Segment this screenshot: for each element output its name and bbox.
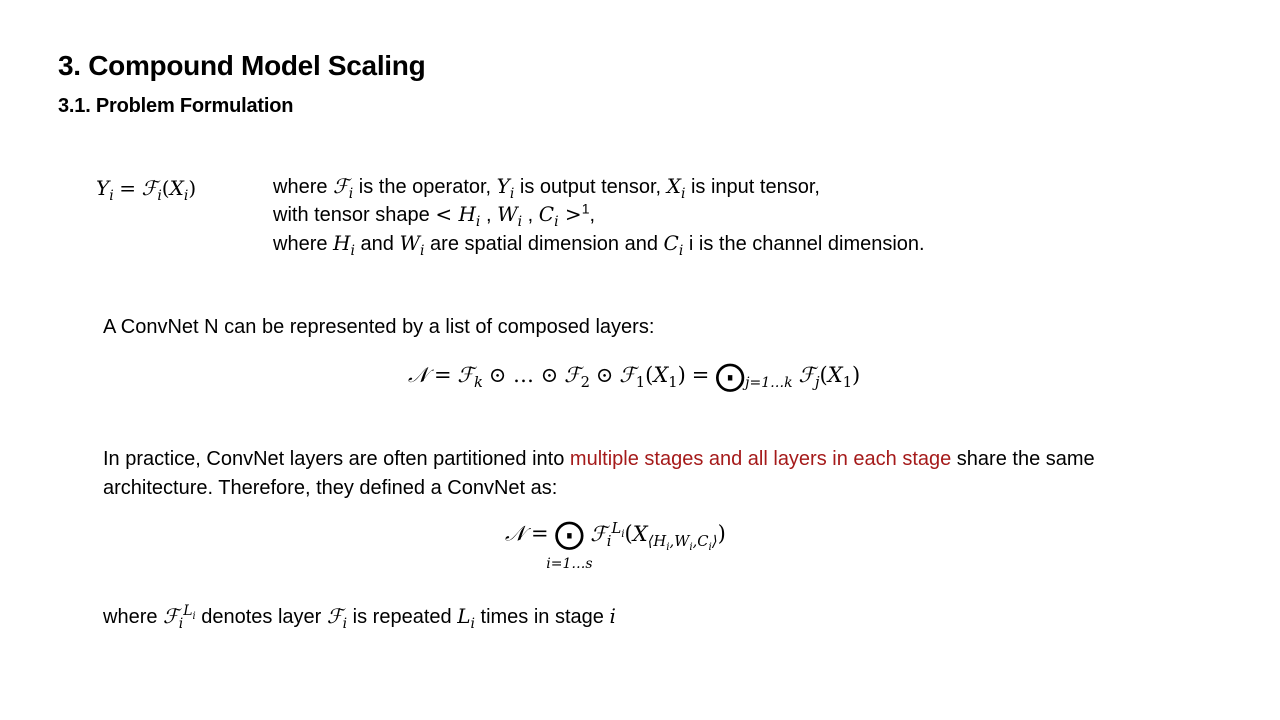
section-subtitle: 3.1. Problem Formulation [58,95,294,117]
paragraph-repeated-layers: where ℱ$_i^{L_i}$ denotes layer ℱ$_i$ is repeated $L_i$ times in stage i [103,603,616,632]
highlighted-text: multiple stages and all layers in each stage [569,448,952,470]
page-title: 3. Compound Model Scaling [58,50,426,81]
description-line-2: with tensor shape < $H_i$ , $W_i$ , $C_i >^1$, [273,200,596,230]
operator-equation: $Y_i$ = $ℱ_i(X_i)$ [96,176,197,204]
staged-convnet-equation: 𝒩 = ⨀ i=1…s $ℱ_i^{L_i}(X_{⟨H_i,W_i,C_i⟩})$ [505,517,726,572]
paragraph-convnet-composition: A ConvNet N can be represented by a list of composed layers: [103,316,655,338]
description-line-1: where ℱ$_i$ is the operator, $Y_i$ is output tensor, $X_i$ is input tensor, [273,174,820,202]
description-line-3: where $H_i$ and $W_i$ are spatial dimension and $C_i$ i is the channel dimension. [273,231,925,259]
paragraph-stages-line-2: architecture. Therefore, they defined a ConvNet as: [103,477,558,499]
paragraph-stages: In practice, ConvNet layers are often partitioned into multiple stages and all layers in each stage share the same [103,448,1095,470]
composition-equation: 𝒩 = ℱ$_k$ ⊙ … ⊙ ℱ$_2$ ⊙ $ℱ_1(X_1)$ = $⨀_{j=1\dots k}$ $ℱ_j(X_1)$ [408,359,861,394]
